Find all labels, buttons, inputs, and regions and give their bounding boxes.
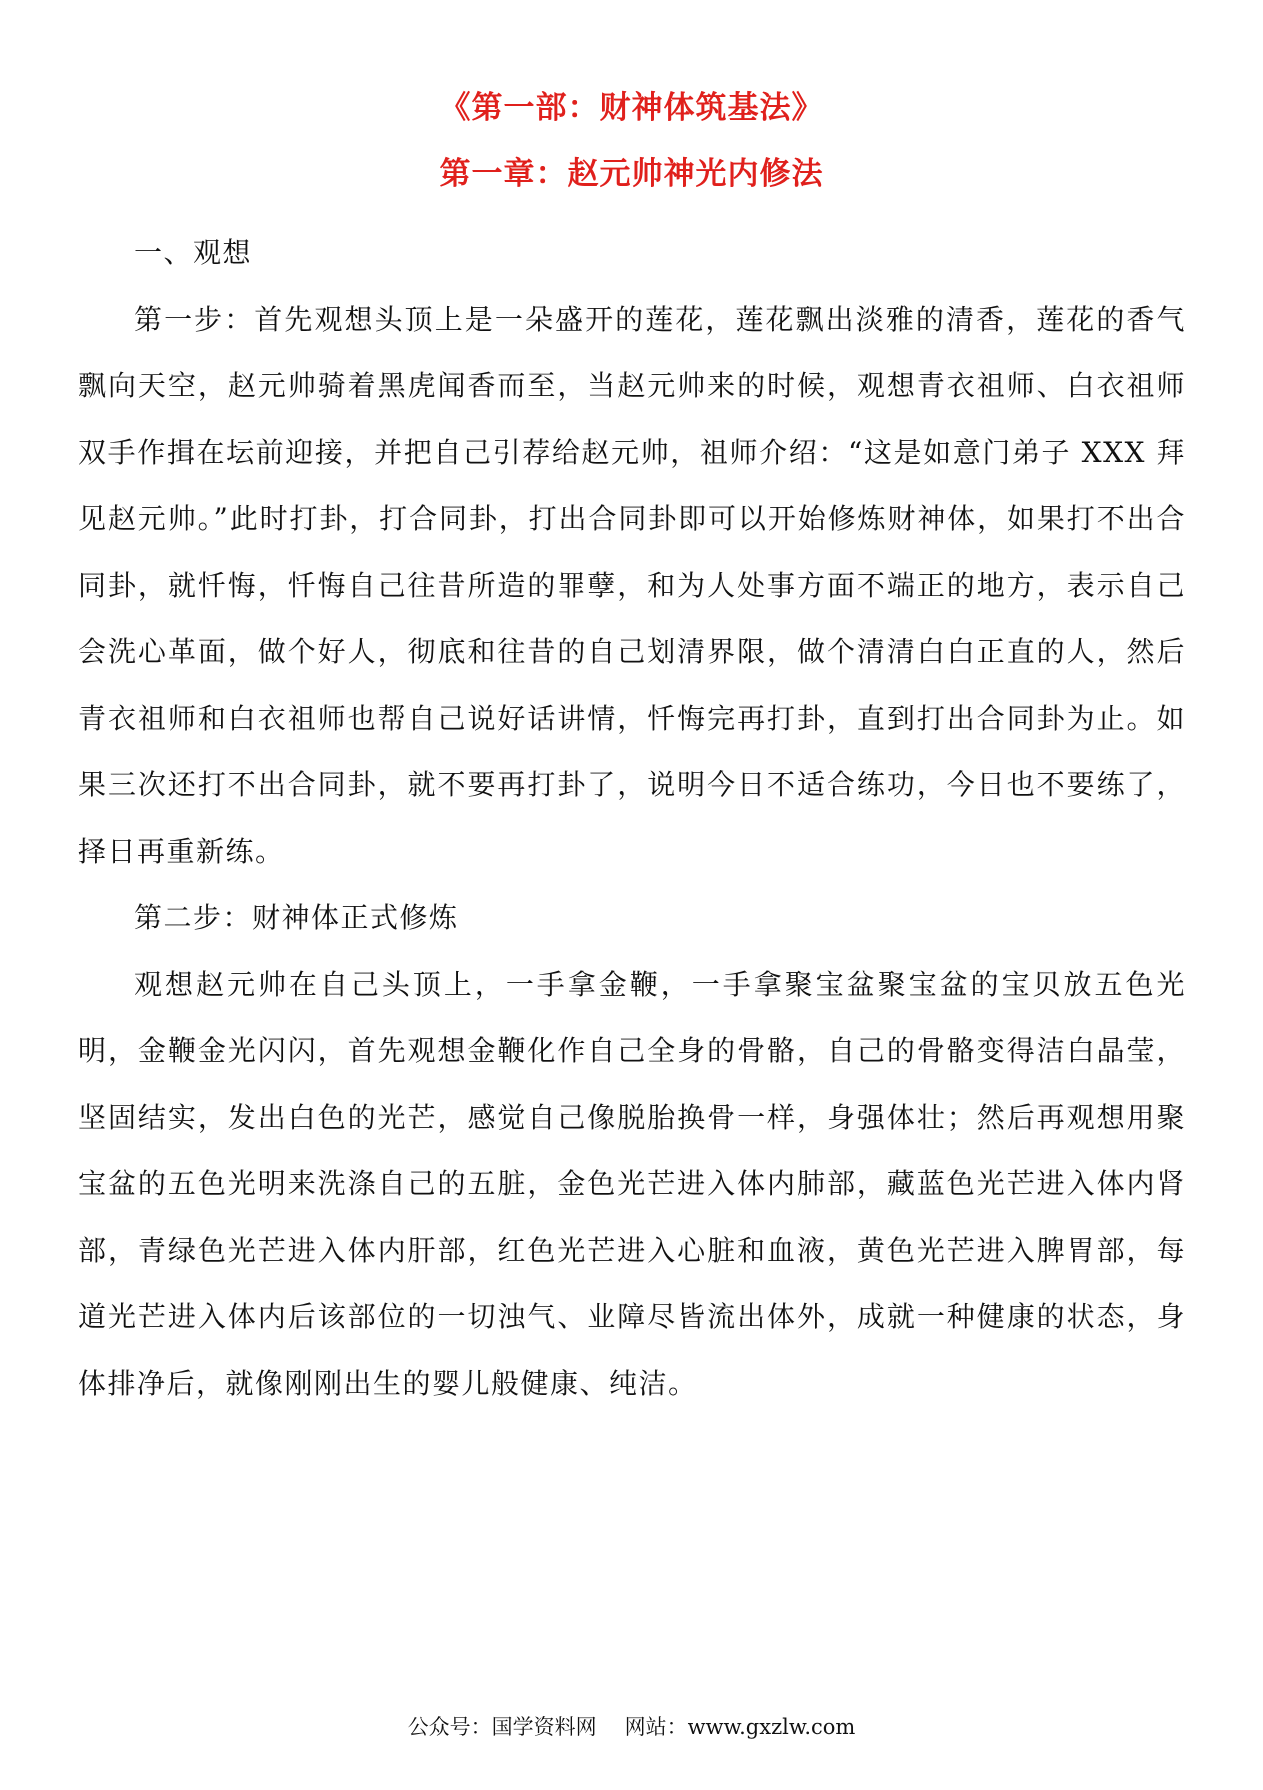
footer-website-label: 网站：www.gxzlw.com	[624, 1715, 856, 1739]
part-title: 《第一部：财神体筑基法》	[439, 90, 824, 126]
footer-wechat-label: 公众号：国学资料网	[407, 1715, 597, 1739]
page-footer	[0, 1712, 1263, 1742]
document-body	[78, 220, 1186, 1417]
chapter-title: 第一章：赵元帅神光内修法	[439, 156, 824, 192]
step2-paragraph: 观想赵元帅在自己头顶上，一手拿金鞭，一手拿聚宝盆聚宝盆的宝贝放五色光明，金鞭金光闪闪，首先观想金鞭化作自己全身的骨骼，自己的骨骼变得洁白晶莹，坚固结实，发出白色的光芒，感觉自己像脱胎换骨一样，身强体壮；然后再观想用聚宝盆的五色光明来洗涤自己的五脏，金色光芒进入体内肺部，藏蓝色光芒进入体内肾部，青绿色光芒进入体内肝部，红色光芒进入心脏和血液，黄色光芒进入脾胃部，每道光芒进入体内后该部位的一切浊气、业障尽皆流出体外，成就一种健康的状态，身体排净后，就像刚刚出生的婴儿般健康、纯洁。	[78, 967, 1186, 1400]
step1-paragraph: 第一步：首先观想头顶上是一朵盛开的莲花，莲花飘出淡雅的清香，莲花的香气飘向天空，赵元帅骑着黑虎闻香而至，当赵元帅来的时候，观想青衣祖师、白衣祖师双手作揖在坛前迎接，并把自己引荐给赵元帅，祖师介绍：“这是如意门弟子 XXX 拜见赵元帅。”此时打卦，打合同卦，打出合同卦即可以开始修炼财神体，如果打不出合同卦，就忏悔，忏悔自己往昔所造的罪孽，和为人处事方面不端正的地方，表示自己会洗心革面，做个好人，彻底和往昔的自己划清界限，做个清清白白正直的人，然后青衣祖师和白衣祖师也帮自己说好话讲情，忏悔完再打卦，直到打出合同卦为止。如果三次还打不出合同卦，就不要再打卦了，说明今日不适合练功，今日也不要练了，择日再重新练。	[78, 302, 1186, 868]
section-heading: 一、观想	[134, 236, 253, 269]
step2-heading: 第二步：财神体正式修炼	[134, 901, 459, 934]
